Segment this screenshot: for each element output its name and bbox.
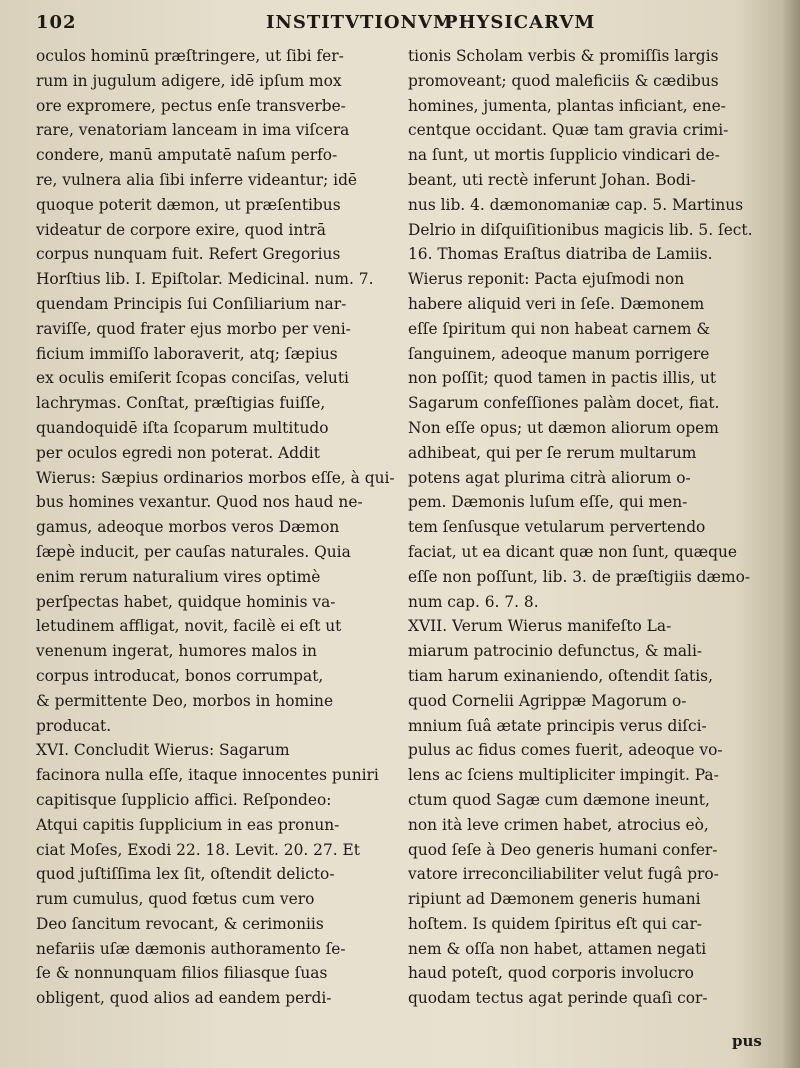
text-line: miarum patrocinio defunctus, & mali- (408, 642, 703, 661)
text-line: Sagarum confeſſiones palàm docet, fiat. (408, 394, 720, 413)
text-line: venenum ingerat, humores malos in (36, 642, 317, 661)
text-line: tiam harum exinaniendo, oſtendit ſatis, (408, 666, 713, 685)
text-line: habere aliquid veri in ſeſe. Dæmonem (408, 294, 705, 313)
text-line: ex oculis emiſerit ſcopas conciſas, veluti (36, 369, 349, 388)
text-line: nus lib. 4. dæmonomaniæ cap. 5. Martinus (408, 195, 744, 214)
running-head (36, 6, 776, 40)
text-line: quoque poterit dæmon, ut præſentibus (36, 195, 341, 214)
text-line: perſpectas habet, quidque hominis va- (36, 592, 336, 611)
text-line: rare, venatoriam lanceam in ima viſcera (36, 121, 350, 140)
text-line: non poſſit; quod tamen in pactis illis, ut (408, 369, 717, 388)
text-line: mnium ſuâ ætate principis verus diſci- (408, 716, 707, 735)
running-title-left: INSTITVTIONVM (266, 12, 454, 33)
text-line: & permittente Deo, morbos in homine (36, 691, 334, 710)
text-line: ctum quod Sagæ cum dæmone ineunt, (408, 790, 710, 809)
text-line: Wierus: Sæpius ordinarios morbos eſſe, à qui- (36, 468, 395, 487)
text-line: Deo ſancitum revocant, & cerimoniis (36, 914, 324, 933)
text-line: Non eſſe opus; ut dæmon aliorum opem (408, 418, 719, 437)
text-line: quod Cornelii Agrippæ Magorum o- (408, 691, 687, 710)
text-line: num cap. 6. 7. 8. (408, 592, 539, 611)
catchword: pus (732, 1032, 762, 1050)
text-line: quandoquidē iſta ſcoparum multitudo (36, 418, 329, 437)
text-line: 16. Thomas Eraſtus diatriba de Lamiis. (408, 245, 713, 264)
text-line: nefariis uſæ dæmonis authoramento ſe- (36, 939, 346, 958)
text-line: producat. (36, 716, 112, 735)
text-line: quodam tectus agat perinde quaſi cor- (408, 989, 708, 1008)
text-line: rum cumulus, quod fœtus cum vero (36, 890, 315, 909)
text-line: eſſe ſpiritum qui non habeat carnem & (408, 319, 711, 338)
text-line: videatur de corpore exire, quod intrā (36, 220, 326, 239)
text-line: obligent, quod alios ad eandem perdi- (36, 989, 332, 1008)
text-line: gamus, adeoque morbos veros Dæmon (36, 518, 340, 537)
text-line: XVII. Verum Wierus manifeſto La- (408, 617, 672, 636)
text-line: facinora nulla eſſe, itaque innocentes puniri (36, 766, 379, 785)
text-line: adhibeat, qui per ſe rerum multarum (408, 443, 697, 462)
text-line: lachrymas. Conſtat, præſtigias fuiſſe, (36, 394, 326, 413)
text-line: condere, manū amputatē naſum perfo- (36, 146, 338, 165)
text-line: ſanguinem, adeoque manum porrigere (408, 344, 710, 363)
text-line: rum in jugulum adigere, idē ipſum mox (36, 71, 342, 90)
text-line: non ità leve crimen habet, atrocius eò, (408, 815, 709, 834)
running-title-right: PHYSICARVM (444, 12, 596, 33)
text-line: nem & oſſa non habet, attamen negati (408, 939, 707, 958)
text-line: faciat, ut ea dicant quæ non ſunt, quæque (408, 542, 737, 561)
text-line: hoſtem. Is quidem ſpiritus eſt qui car- (408, 914, 703, 933)
text-line: bus homines vexantur. Quod nos haud ne- (36, 493, 363, 512)
text-line: tem ſenſusque vetularum pervertendo (408, 518, 706, 537)
text-line: capitisque ſupplicio affici. Reſpondeo: (36, 790, 332, 809)
text-line: tionis Scholam verbis & promiſſis largis (408, 47, 719, 65)
text-line: ore expromere, pectus enſe transverbe- (36, 96, 346, 115)
text-line: quendam Principis ſui Conſiliarium nar- (36, 294, 347, 313)
text-line: potens agat plurima citrà aliorum o- (408, 468, 691, 487)
text-line: per oculos egredi non poterat. Addit (36, 443, 320, 462)
text-line: raviſſe, quod frater ejus morbo per veni- (36, 319, 351, 338)
text-line: Delrio in diſquiſitionibus magicis lib. 5. ſect. (408, 220, 753, 239)
right-text-column (408, 44, 778, 1011)
text-line: ficium immiſſo laboraverit, atq; ſæpius (36, 344, 338, 363)
text-line: eſſe non poſſunt, lib. 3. de præſtigiis dæmo- (408, 567, 751, 586)
text-line: corpus nunquam fuit. Refert Gregorius (36, 245, 341, 264)
text-line: re, vulnera alia ſibi inferre videantur; idē (36, 170, 358, 189)
text-line: beant, uti rectè inferunt Johan. Bodi- (408, 170, 696, 189)
text-line: pem. Dæmonis luſum eſſe, qui men- (408, 493, 688, 512)
text-line: ripiunt ad Dæmonem generis humani (408, 890, 701, 909)
text-line: corpus introducat, bonos corrumpat, (36, 666, 324, 685)
text-line: enim rerum naturalium vires optimè (36, 567, 321, 586)
text-line: quod juſtiſſima lex ſit, oſtendit delicto- (36, 865, 335, 884)
text-line: Horſtius lib. I. Epiſtolar. Medicinal. num. 7. (36, 270, 374, 289)
text-line: letudinem affligat, novit, facilè ei eſt ut (36, 617, 342, 636)
text-line: ſæpè inducit, per cauſas naturales. Quia (36, 542, 351, 561)
text-line: homines, jumenta, plantas inficiant, ene- (408, 96, 726, 115)
text-line: na ſunt, ut mortis ſupplicio vindicari de- (408, 146, 720, 165)
text-line: Wierus reponit: Pacta ejuſmodi non (408, 270, 685, 289)
page-number: 102 (36, 12, 77, 33)
page-edge-shadow (782, 0, 800, 1068)
text-line: lens ac ſciens multipliciter impingit. Pa- (408, 766, 719, 785)
text-line: ciat Moſes, Exodi 22. 18. Levit. 20. 27. Et (36, 840, 360, 859)
left-text-column (36, 44, 396, 1011)
text-line: haud poteſt, quod corporis involucro (408, 964, 694, 983)
text-line: Atqui capitis ſupplicium in eas pronun- (36, 815, 340, 834)
text-line: oculos hominū præſtringere, ut ſibi fer- (36, 47, 344, 65)
text-line: XVI. Concludit Wierus: Sagarum (36, 741, 290, 760)
text-line: promoveant; quod maleficiis & cædibus (408, 71, 719, 90)
text-line: ſe & nonnunquam filios filiasque ſuas (36, 964, 328, 983)
text-line: centque occidant. Quæ tam gravia crimi- (408, 121, 729, 140)
text-line: vatore irreconciliabiliter velut fugâ pro- (408, 865, 719, 884)
text-line: quod ſeſe à Deo generis humani confer- (408, 840, 718, 859)
text-line: pulus ac fidus comes fuerit, adeoque vo- (408, 741, 723, 760)
